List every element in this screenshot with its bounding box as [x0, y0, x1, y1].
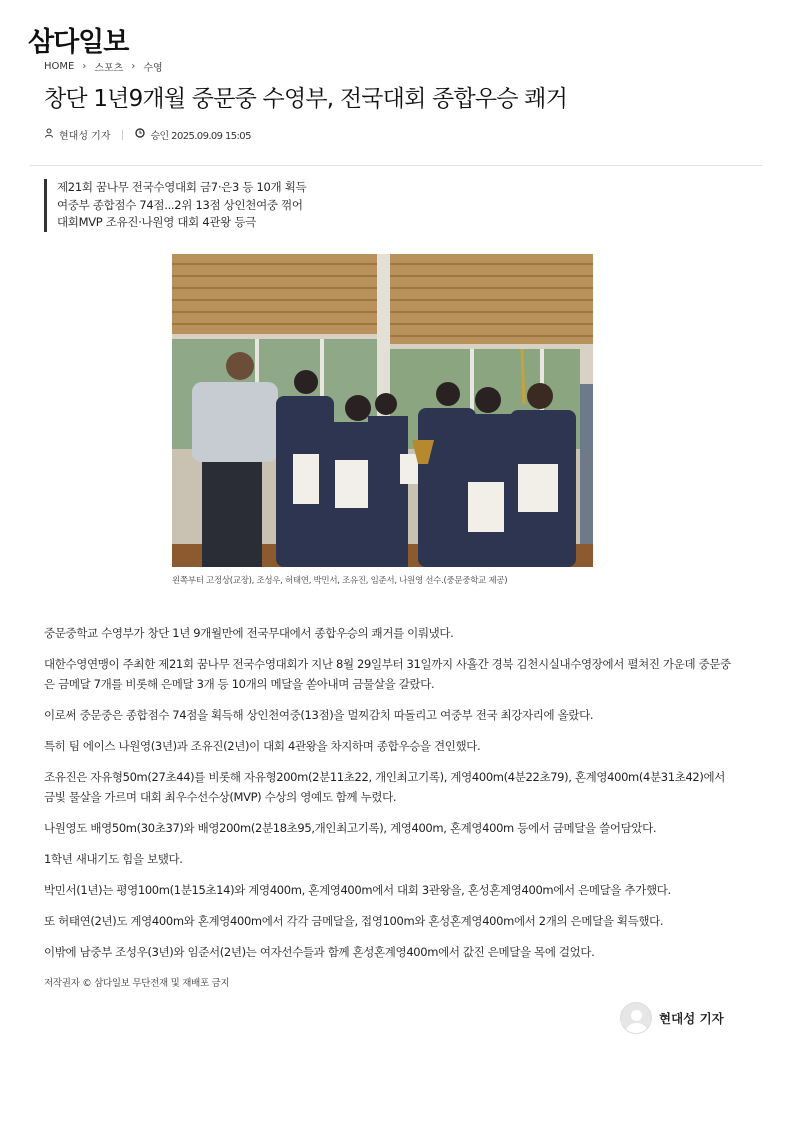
article-subheads [44, 179, 306, 232]
clock-icon [135, 128, 145, 141]
photo-caption: 왼쪽부터 고정상(교장), 조성우, 허태연, 박민서, 조유진, 임준서, 나원영 선수.(중문중학교 제공) [172, 576, 508, 586]
subhead-line: 대회MVP 조유진·나원영 대회 4관왕 등극 [57, 215, 256, 229]
breadcrumb-home[interactable]: HOME [44, 61, 75, 72]
article-meta [44, 127, 251, 142]
article-paragraph: 대한수영연맹이 주최한 제21회 꿈나무 전국수영대회가 지난 8월 29일부터 31일까지 사흘간 경북 김천시실내수영장에서 펼쳐진 가운데 중문중은 금메달 7개를 비롯해 은메달 3개 등 10개의 메달을 쏟아내며 금물살을 갈랐다. [44, 657, 731, 691]
reporter-byline[interactable] [620, 1002, 724, 1034]
header-divider [30, 165, 763, 166]
article-paragraph: 중문중학교 수영부가 창단 1년 9개월만에 전국무대에서 종합우승의 쾌거를 이뤄냈다. [44, 626, 454, 640]
article-paragraph: 나원영도 배영50m(30초37)와 배영200m(2분18초95,개인최고기록), 계영400m, 혼계영400m 등에서 금메달을 쓸어담았다. [44, 821, 657, 835]
published-date: 승인 2025.09.09 15:05 [150, 131, 251, 142]
breadcrumb-section[interactable]: 스포츠 [94, 63, 124, 74]
article-paragraph: 특히 팀 에이스 나원영(3년)과 조유진(2년)이 대회 4관왕을 차지하며 종합우승을 견인했다. [44, 739, 481, 753]
subhead-line: 여중부 종합점수 74점...2위 13점 상인천여중 꺾어 [57, 197, 303, 212]
chevron-right-icon: › [131, 61, 136, 72]
article-body [44, 623, 734, 973]
person-icon [44, 128, 54, 141]
article-paragraph: 또 허태연(2년)도 계영400m와 혼계영400m에서 각각 금메달을, 접영100m와 혼성혼계영400m에서 2개의 은메달을 획득했다. [44, 914, 664, 928]
copyright-notice: 저작권자 © 삼다일보 무단전재 및 재배포 금지 [44, 978, 230, 989]
article-paragraph: 1학년 새내기도 힘을 보탰다. [44, 852, 183, 866]
breadcrumb [44, 59, 163, 74]
article-paragraph: 이밖에 남중부 조성우(3년)와 임준서(2년)는 여자선수들과 함께 혼성혼계영400m에서 값진 은메달을 목에 걸었다. [44, 945, 595, 959]
reporter-name[interactable]: 현대성 기자 [59, 131, 111, 142]
breadcrumb-subsection[interactable]: 수영 [143, 63, 163, 74]
chevron-right-icon: › [82, 61, 87, 72]
site-logo[interactable]: 삼다일보 [28, 27, 129, 58]
subhead-line: 제21회 꿈나무 전국수영대회 금7·은3 등 10개 획득 [57, 180, 307, 194]
user-avatar-icon [620, 1002, 652, 1034]
article-paragraph: 조유진은 자유형50m(27초44)를 비롯해 자유형200m(2분11초22, 개인최고기록), 계영400m(4분22초79), 혼계영400m(4분31초42)에서 금빛 물살을 가르며 대회 최우수선수상(MVP) 수상의 영예도 함께 누렸다. [44, 770, 726, 804]
article-paragraph: 박민서(1년)는 평영100m(1분15초14)와 계영400m, 혼계영400m에서 대회 3관왕을, 혼성혼계영400m에서 은메달을 추가했다. [44, 883, 671, 897]
byline-reporter-name[interactable]: 현대성 기자 [659, 1011, 724, 1026]
meta-divider [122, 130, 123, 140]
article-paragraph: 이로써 중문중은 종합점수 74점을 획득해 상인천여중(13점)을 멀찌감치 따돌리고 여중부 전국 최강자리에 올랐다. [44, 708, 594, 722]
article-photo [172, 254, 593, 567]
article-title: 창단 1년9개월 중문중 수영부, 전국대회 종합우승 쾌거 [44, 86, 568, 112]
